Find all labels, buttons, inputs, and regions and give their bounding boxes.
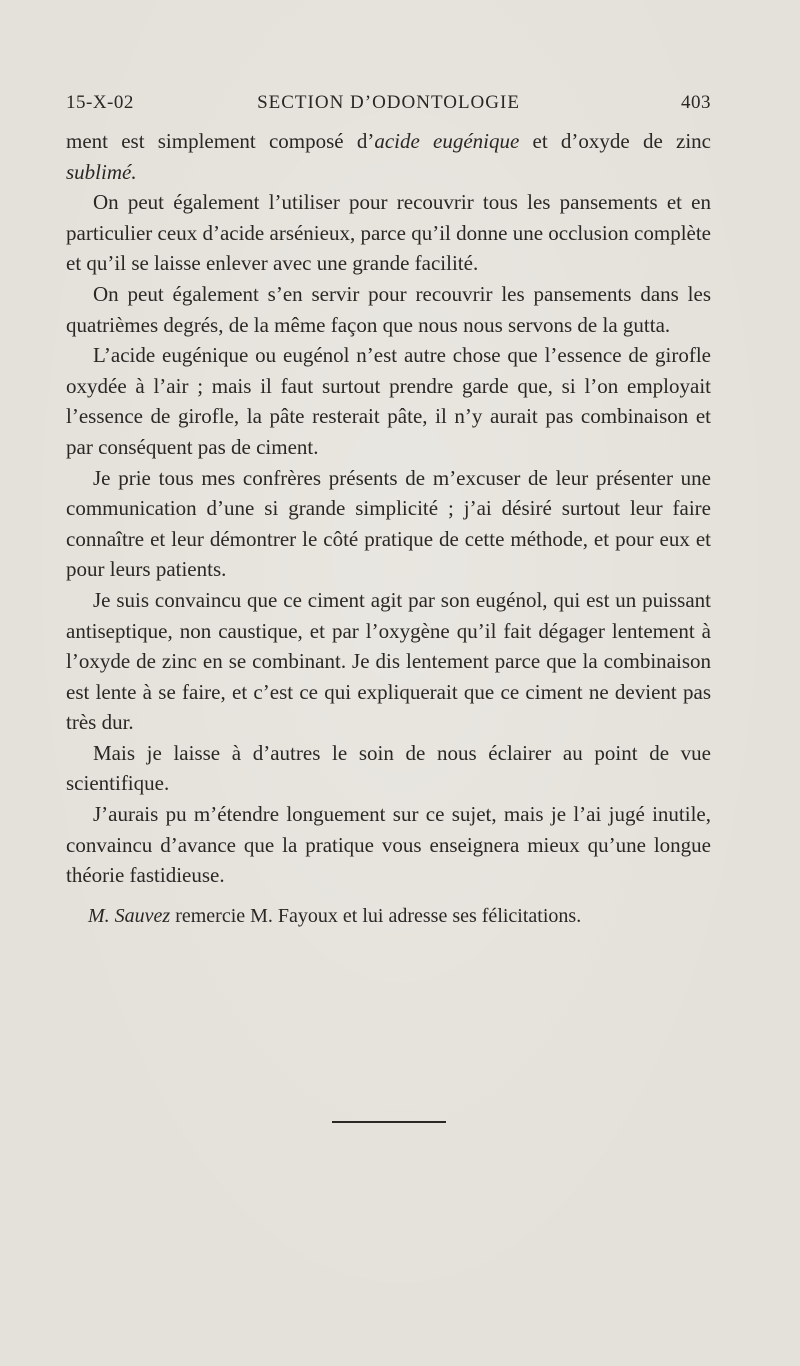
paragraph (66, 126, 711, 187)
paragraph (66, 738, 711, 799)
paragraph (66, 279, 711, 340)
closing-remark (66, 901, 711, 932)
paragraph (66, 340, 711, 462)
header-date: 15-X-02 (66, 92, 134, 113)
section-end-rule (332, 1121, 446, 1123)
running-header (66, 92, 711, 122)
speaker-name: M. Sauvez (88, 904, 171, 927)
paragraph (66, 187, 711, 279)
paragraph (66, 799, 711, 891)
italic-run: sublimé. (66, 159, 137, 184)
text-run: J’aurais pu m’étendre longuement sur ce sujet, mais je l’ai jugé inutile, convaincu d’avance que la pratique vous enseignera mieux qu’une longue théorie fastidieuse. (66, 802, 711, 888)
paragraph (66, 463, 711, 585)
page-number: 403 (681, 92, 711, 113)
header-section-title: SECTION D’ODONTOLOGIE (257, 92, 520, 113)
text-run: Je prie tous mes confrères présents de m’excuser de leur présenter une communication d’une si grande simplicité ; j’ai désiré surtout leur faire connaître et leur démontrer le côté pratique de cette méthode, et pour eux et pour leurs patients. (66, 465, 711, 582)
italic-run: acide eugénique (374, 129, 520, 153)
body-text (66, 126, 711, 931)
text-run: L’acide eugénique ou eugénol n’est autre chose que l’essence de girofle oxydée à l’air ; mais il faut surtout prendre garde que, si l’on employait l’essence de girofle, la pâte resterait pâte, il n’y aurait pas combinaison et par conséquent pas de ciment. (66, 343, 711, 459)
text-run: Je suis convaincu que ce ciment agit par son eugénol, qui est un puissant antiseptique, non caustique, et par l’oxygène qu’il fait dégager lentement à l’oxyde de zinc en se combinant. Je dis lentement parce que la combinaison est lente à se faire, et c’est ce qui expliquerait que ce ciment ne devient pas très dur. (66, 587, 711, 735)
text-run: ment est simplement composé d’ (66, 129, 375, 153)
text-run: et d’oxyde de zinc (519, 129, 711, 153)
text-run: remercie M. Fayoux et lui adresse ses félicitations. (170, 904, 582, 927)
text-run: On peut également l’utiliser pour recouvrir tous les pansements et en particulier ceux d’acide arsénieux, parce qu’il donne une occlusion complète et qu’il se laisse enlever avec une grande facilité. (66, 190, 711, 276)
text-run: On peut également s’en servir pour recouvrir les pansements dans les quatrièmes degrés, de la même façon que nous nous servons de la gutta. (66, 281, 711, 337)
paragraph (66, 585, 711, 738)
text-run: Mais je laisse à d’autres le soin de nous éclairer au point de vue scientifique. (66, 740, 711, 796)
